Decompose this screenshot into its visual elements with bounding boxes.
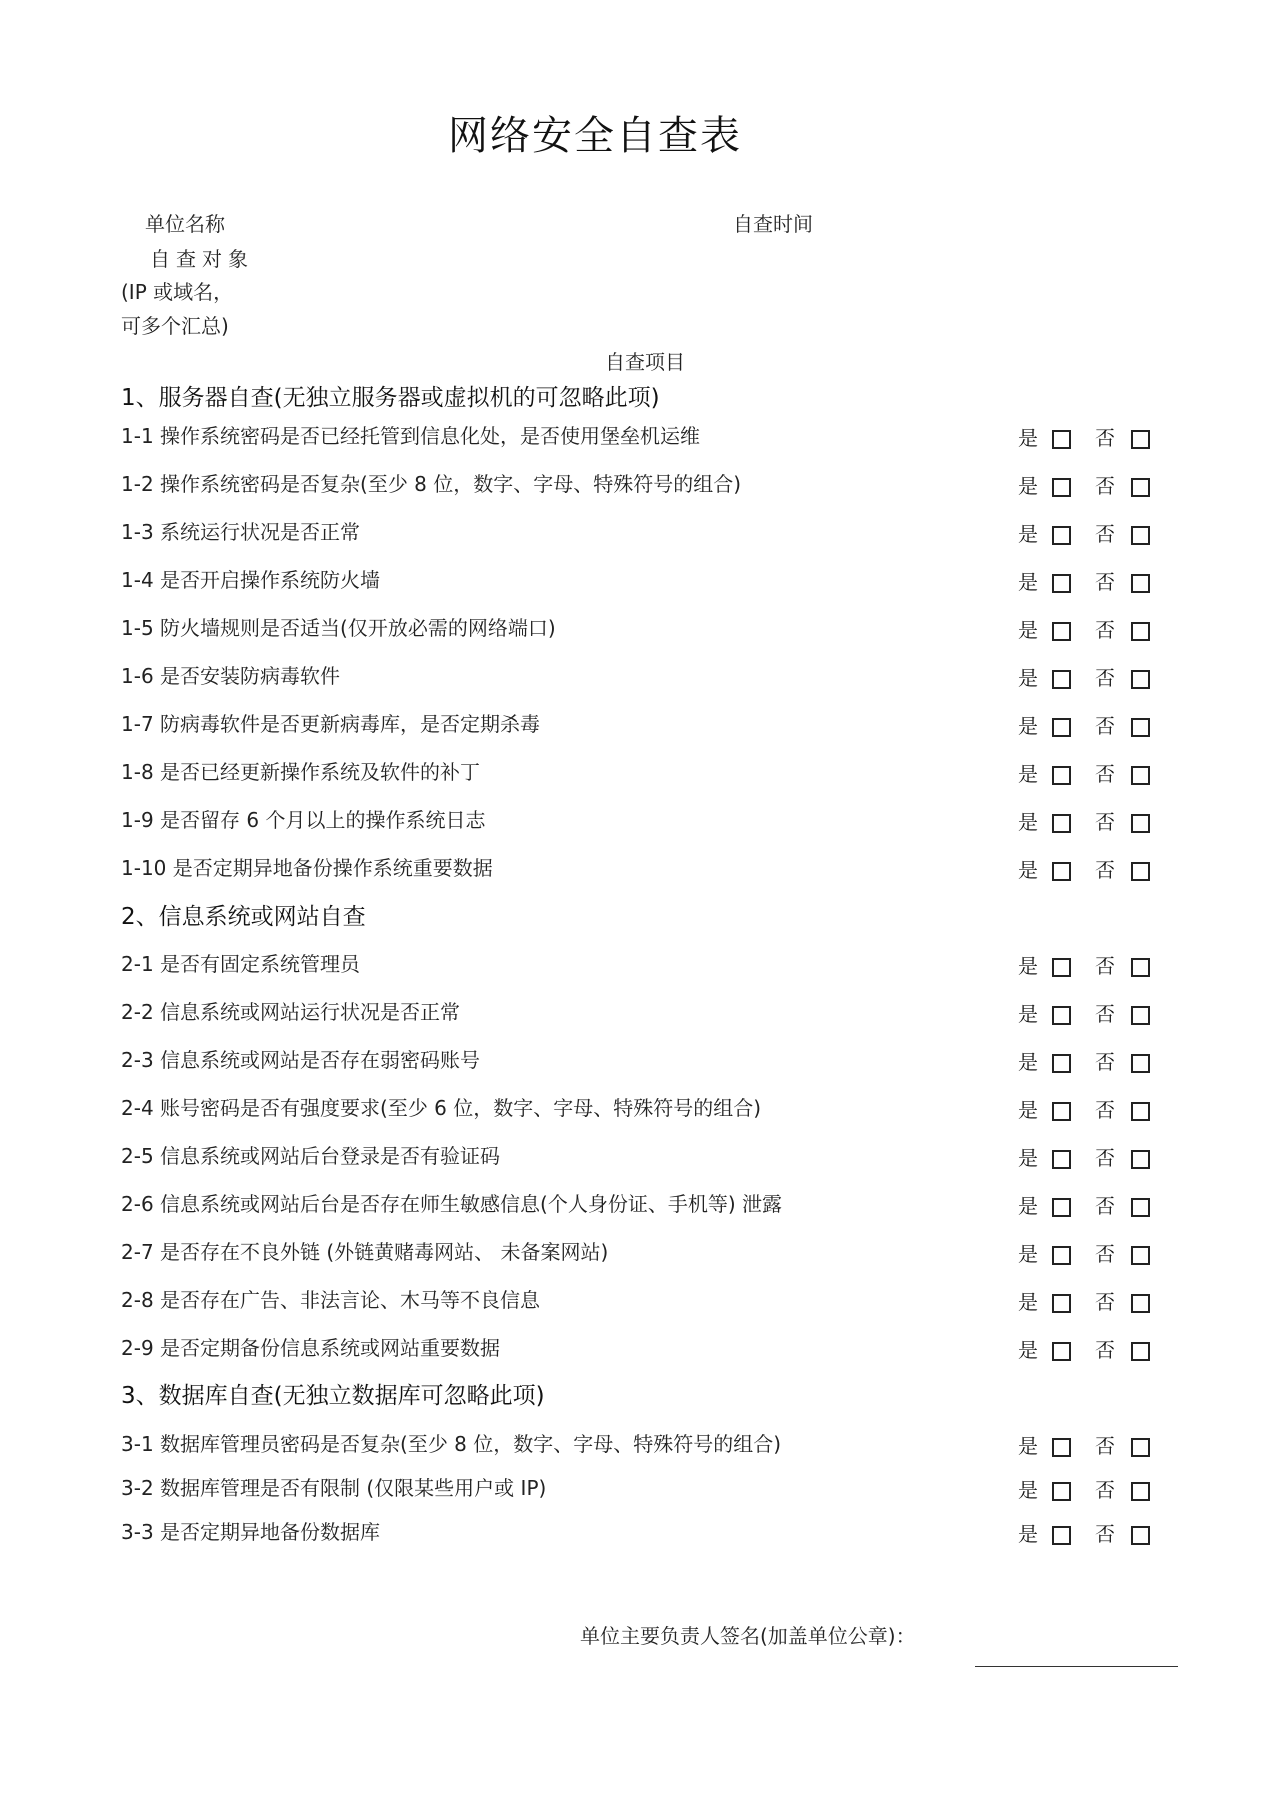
no-checkbox[interactable] xyxy=(1131,574,1150,593)
checklist-row xyxy=(0,998,1280,1032)
item-text: 3-3 是否定期异地备份数据库 xyxy=(121,1520,381,1544)
item-text: 2-4 账号密码是否有强度要求(至少 6 位，数字、字母、特殊符号的组合) xyxy=(121,1096,762,1120)
checklist-row xyxy=(0,422,1280,456)
checklist-row xyxy=(0,566,1280,600)
item-text: 1-2 操作系统密码是否复杂(至少 8 位，数字、字母、特殊符号的组合) xyxy=(121,472,742,496)
signature-label: 单位主要负责人签名(加盖单位公章)： xyxy=(580,1624,916,1648)
section-heading-website: 2、信息系统或网站自查 xyxy=(121,904,366,930)
yes-checkbox[interactable] xyxy=(1052,1150,1071,1169)
check-object-note-2: 可多个汇总) xyxy=(121,314,229,338)
yes-checkbox[interactable] xyxy=(1052,670,1071,689)
no-label: 否 xyxy=(1095,1338,1115,1362)
no-checkbox[interactable] xyxy=(1131,1006,1150,1025)
no-checkbox[interactable] xyxy=(1131,1246,1150,1265)
checklist-row xyxy=(0,470,1280,504)
no-label: 否 xyxy=(1095,762,1115,786)
yes-label: 是 xyxy=(1018,1146,1038,1170)
checklist-row xyxy=(0,1334,1280,1368)
no-label: 否 xyxy=(1095,1478,1115,1502)
no-label: 否 xyxy=(1095,1050,1115,1074)
yes-checkbox[interactable] xyxy=(1052,622,1071,641)
checklist-row xyxy=(0,950,1280,984)
checklist-row xyxy=(0,854,1280,888)
item-text: 1-3 系统运行状况是否正常 xyxy=(121,520,361,544)
item-text: 2-2 信息系统或网站运行状况是否正常 xyxy=(121,1000,461,1024)
item-text: 1-5 防火墙规则是否适当(仅开放必需的网络端口) xyxy=(121,616,556,640)
checklist-row xyxy=(0,758,1280,792)
yes-checkbox[interactable] xyxy=(1052,1526,1071,1545)
no-label: 否 xyxy=(1095,570,1115,594)
no-label: 否 xyxy=(1095,426,1115,450)
yes-label: 是 xyxy=(1018,714,1038,738)
item-text: 1-7 防病毒软件是否更新病毒库，是否定期杀毒 xyxy=(121,712,541,736)
checklist-row xyxy=(0,1094,1280,1128)
yes-checkbox[interactable] xyxy=(1052,430,1071,449)
yes-checkbox[interactable] xyxy=(1052,958,1071,977)
no-label: 否 xyxy=(1095,1098,1115,1122)
item-text: 1-8 是否已经更新操作系统及软件的补丁 xyxy=(121,760,481,784)
no-label: 否 xyxy=(1095,1290,1115,1314)
yes-label: 是 xyxy=(1018,666,1038,690)
yes-checkbox[interactable] xyxy=(1052,478,1071,497)
item-text: 2-9 是否定期备份信息系统或网站重要数据 xyxy=(121,1336,501,1360)
item-text: 2-7 是否存在不良外链 (外链黄赌毒网站、 未备案网站) xyxy=(121,1240,609,1264)
checklist-row xyxy=(0,1046,1280,1080)
yes-checkbox[interactable] xyxy=(1052,862,1071,881)
yes-label: 是 xyxy=(1018,810,1038,834)
yes-label: 是 xyxy=(1018,1242,1038,1266)
checklist-row xyxy=(0,614,1280,648)
yes-label: 是 xyxy=(1018,1194,1038,1218)
yes-checkbox[interactable] xyxy=(1052,1102,1071,1121)
no-label: 否 xyxy=(1095,1002,1115,1026)
item-text: 2-6 信息系统或网站后台是否存在师生敏感信息(个人身份证、手机等) 泄露 xyxy=(121,1192,782,1216)
yes-checkbox[interactable] xyxy=(1052,1054,1071,1073)
no-checkbox[interactable] xyxy=(1131,718,1150,737)
no-checkbox[interactable] xyxy=(1131,1294,1150,1313)
checklist-row xyxy=(0,1142,1280,1176)
no-label: 否 xyxy=(1095,666,1115,690)
item-text: 3-2 数据库管理是否有限制 (仅限某些用户或 IP) xyxy=(121,1476,547,1500)
no-label: 否 xyxy=(1095,1522,1115,1546)
check-object-note-1: (IP 或域名， xyxy=(121,280,234,304)
yes-label: 是 xyxy=(1018,1098,1038,1122)
yes-checkbox[interactable] xyxy=(1052,1342,1071,1361)
yes-label: 是 xyxy=(1018,426,1038,450)
checklist-row xyxy=(0,518,1280,552)
yes-label: 是 xyxy=(1018,474,1038,498)
no-checkbox[interactable] xyxy=(1131,478,1150,497)
yes-checkbox[interactable] xyxy=(1052,1294,1071,1313)
check-time-label: 自查时间 xyxy=(733,212,813,236)
checklist-row xyxy=(0,1518,1280,1552)
yes-checkbox[interactable] xyxy=(1052,766,1071,785)
yes-checkbox[interactable] xyxy=(1052,1006,1071,1025)
no-checkbox[interactable] xyxy=(1131,526,1150,545)
yes-label: 是 xyxy=(1018,1002,1038,1026)
item-text: 2-1 是否有固定系统管理员 xyxy=(121,952,361,976)
checklist-row xyxy=(0,1286,1280,1320)
item-text: 1-4 是否开启操作系统防火墙 xyxy=(121,568,381,592)
item-text: 2-3 信息系统或网站是否存在弱密码账号 xyxy=(121,1048,481,1072)
item-text: 2-8 是否存在广告、非法言论、木马等不良信息 xyxy=(121,1288,541,1312)
yes-checkbox[interactable] xyxy=(1052,1198,1071,1217)
yes-label: 是 xyxy=(1018,522,1038,546)
no-checkbox[interactable] xyxy=(1131,670,1150,689)
page-title: 网络安全自查表 xyxy=(448,113,742,159)
no-label: 否 xyxy=(1095,714,1115,738)
yes-label: 是 xyxy=(1018,1338,1038,1362)
item-text: 3-1 数据库管理员密码是否复杂(至少 8 位，数字、字母、特殊符号的组合) xyxy=(121,1432,782,1456)
no-label: 否 xyxy=(1095,474,1115,498)
checklist-row xyxy=(0,710,1280,744)
item-text: 1-6 是否安装防病毒软件 xyxy=(121,664,341,688)
yes-label: 是 xyxy=(1018,1290,1038,1314)
yes-checkbox[interactable] xyxy=(1052,574,1071,593)
item-text: 1-10 是否定期异地备份操作系统重要数据 xyxy=(121,856,493,880)
item-text: 1-9 是否留存 6 个月以上的操作系统日志 xyxy=(121,808,486,832)
no-checkbox[interactable] xyxy=(1131,1054,1150,1073)
no-label: 否 xyxy=(1095,810,1115,834)
checklist-row xyxy=(0,1474,1280,1508)
yes-label: 是 xyxy=(1018,954,1038,978)
no-checkbox[interactable] xyxy=(1131,1526,1150,1545)
checklist-row xyxy=(0,806,1280,840)
no-label: 否 xyxy=(1095,1146,1115,1170)
checklist-row xyxy=(0,1430,1280,1464)
yes-label: 是 xyxy=(1018,1478,1038,1502)
no-checkbox[interactable] xyxy=(1131,1342,1150,1361)
checklist-row xyxy=(0,1190,1280,1224)
checklist-row xyxy=(0,662,1280,696)
no-label: 否 xyxy=(1095,1242,1115,1266)
no-checkbox[interactable] xyxy=(1131,1438,1150,1457)
no-checkbox[interactable] xyxy=(1131,1150,1150,1169)
yes-checkbox[interactable] xyxy=(1052,526,1071,545)
no-label: 否 xyxy=(1095,1194,1115,1218)
yes-label: 是 xyxy=(1018,1050,1038,1074)
yes-checkbox[interactable] xyxy=(1052,1482,1071,1501)
no-checkbox[interactable] xyxy=(1131,1102,1150,1121)
item-text: 1-1 操作系统密码是否已经托管到信息化处，是否使用堡垒机运维 xyxy=(121,424,701,448)
checklist-row xyxy=(0,1238,1280,1272)
section-heading-server: 1、服务器自查(无独立服务器或虚拟机的可忽略此项) xyxy=(121,385,660,411)
yes-checkbox[interactable] xyxy=(1052,1438,1071,1457)
no-checkbox[interactable] xyxy=(1131,766,1150,785)
no-checkbox[interactable] xyxy=(1131,430,1150,449)
yes-label: 是 xyxy=(1018,858,1038,882)
yes-label: 是 xyxy=(1018,618,1038,642)
signature-line[interactable] xyxy=(975,1666,1178,1667)
section-heading-database: 3、数据库自查(无独立数据库可忽略此项) xyxy=(121,1383,545,1409)
item-text: 2-5 信息系统或网站后台登录是否有验证码 xyxy=(121,1144,501,1168)
no-label: 否 xyxy=(1095,954,1115,978)
yes-label: 是 xyxy=(1018,1434,1038,1458)
no-checkbox[interactable] xyxy=(1131,814,1150,833)
yes-label: 是 xyxy=(1018,570,1038,594)
unit-name-label: 单位名称 xyxy=(145,212,225,236)
no-checkbox[interactable] xyxy=(1131,1482,1150,1501)
no-checkbox[interactable] xyxy=(1131,1198,1150,1217)
no-checkbox[interactable] xyxy=(1131,622,1150,641)
check-items-label: 自查项目 xyxy=(605,350,685,374)
yes-label: 是 xyxy=(1018,1522,1038,1546)
no-label: 否 xyxy=(1095,522,1115,546)
yes-checkbox[interactable] xyxy=(1052,718,1071,737)
yes-checkbox[interactable] xyxy=(1052,814,1071,833)
no-label: 否 xyxy=(1095,618,1115,642)
no-label: 否 xyxy=(1095,858,1115,882)
yes-label: 是 xyxy=(1018,762,1038,786)
check-object-label: 自查对象 xyxy=(150,247,254,271)
no-checkbox[interactable] xyxy=(1131,958,1150,977)
no-checkbox[interactable] xyxy=(1131,862,1150,881)
yes-checkbox[interactable] xyxy=(1052,1246,1071,1265)
no-label: 否 xyxy=(1095,1434,1115,1458)
